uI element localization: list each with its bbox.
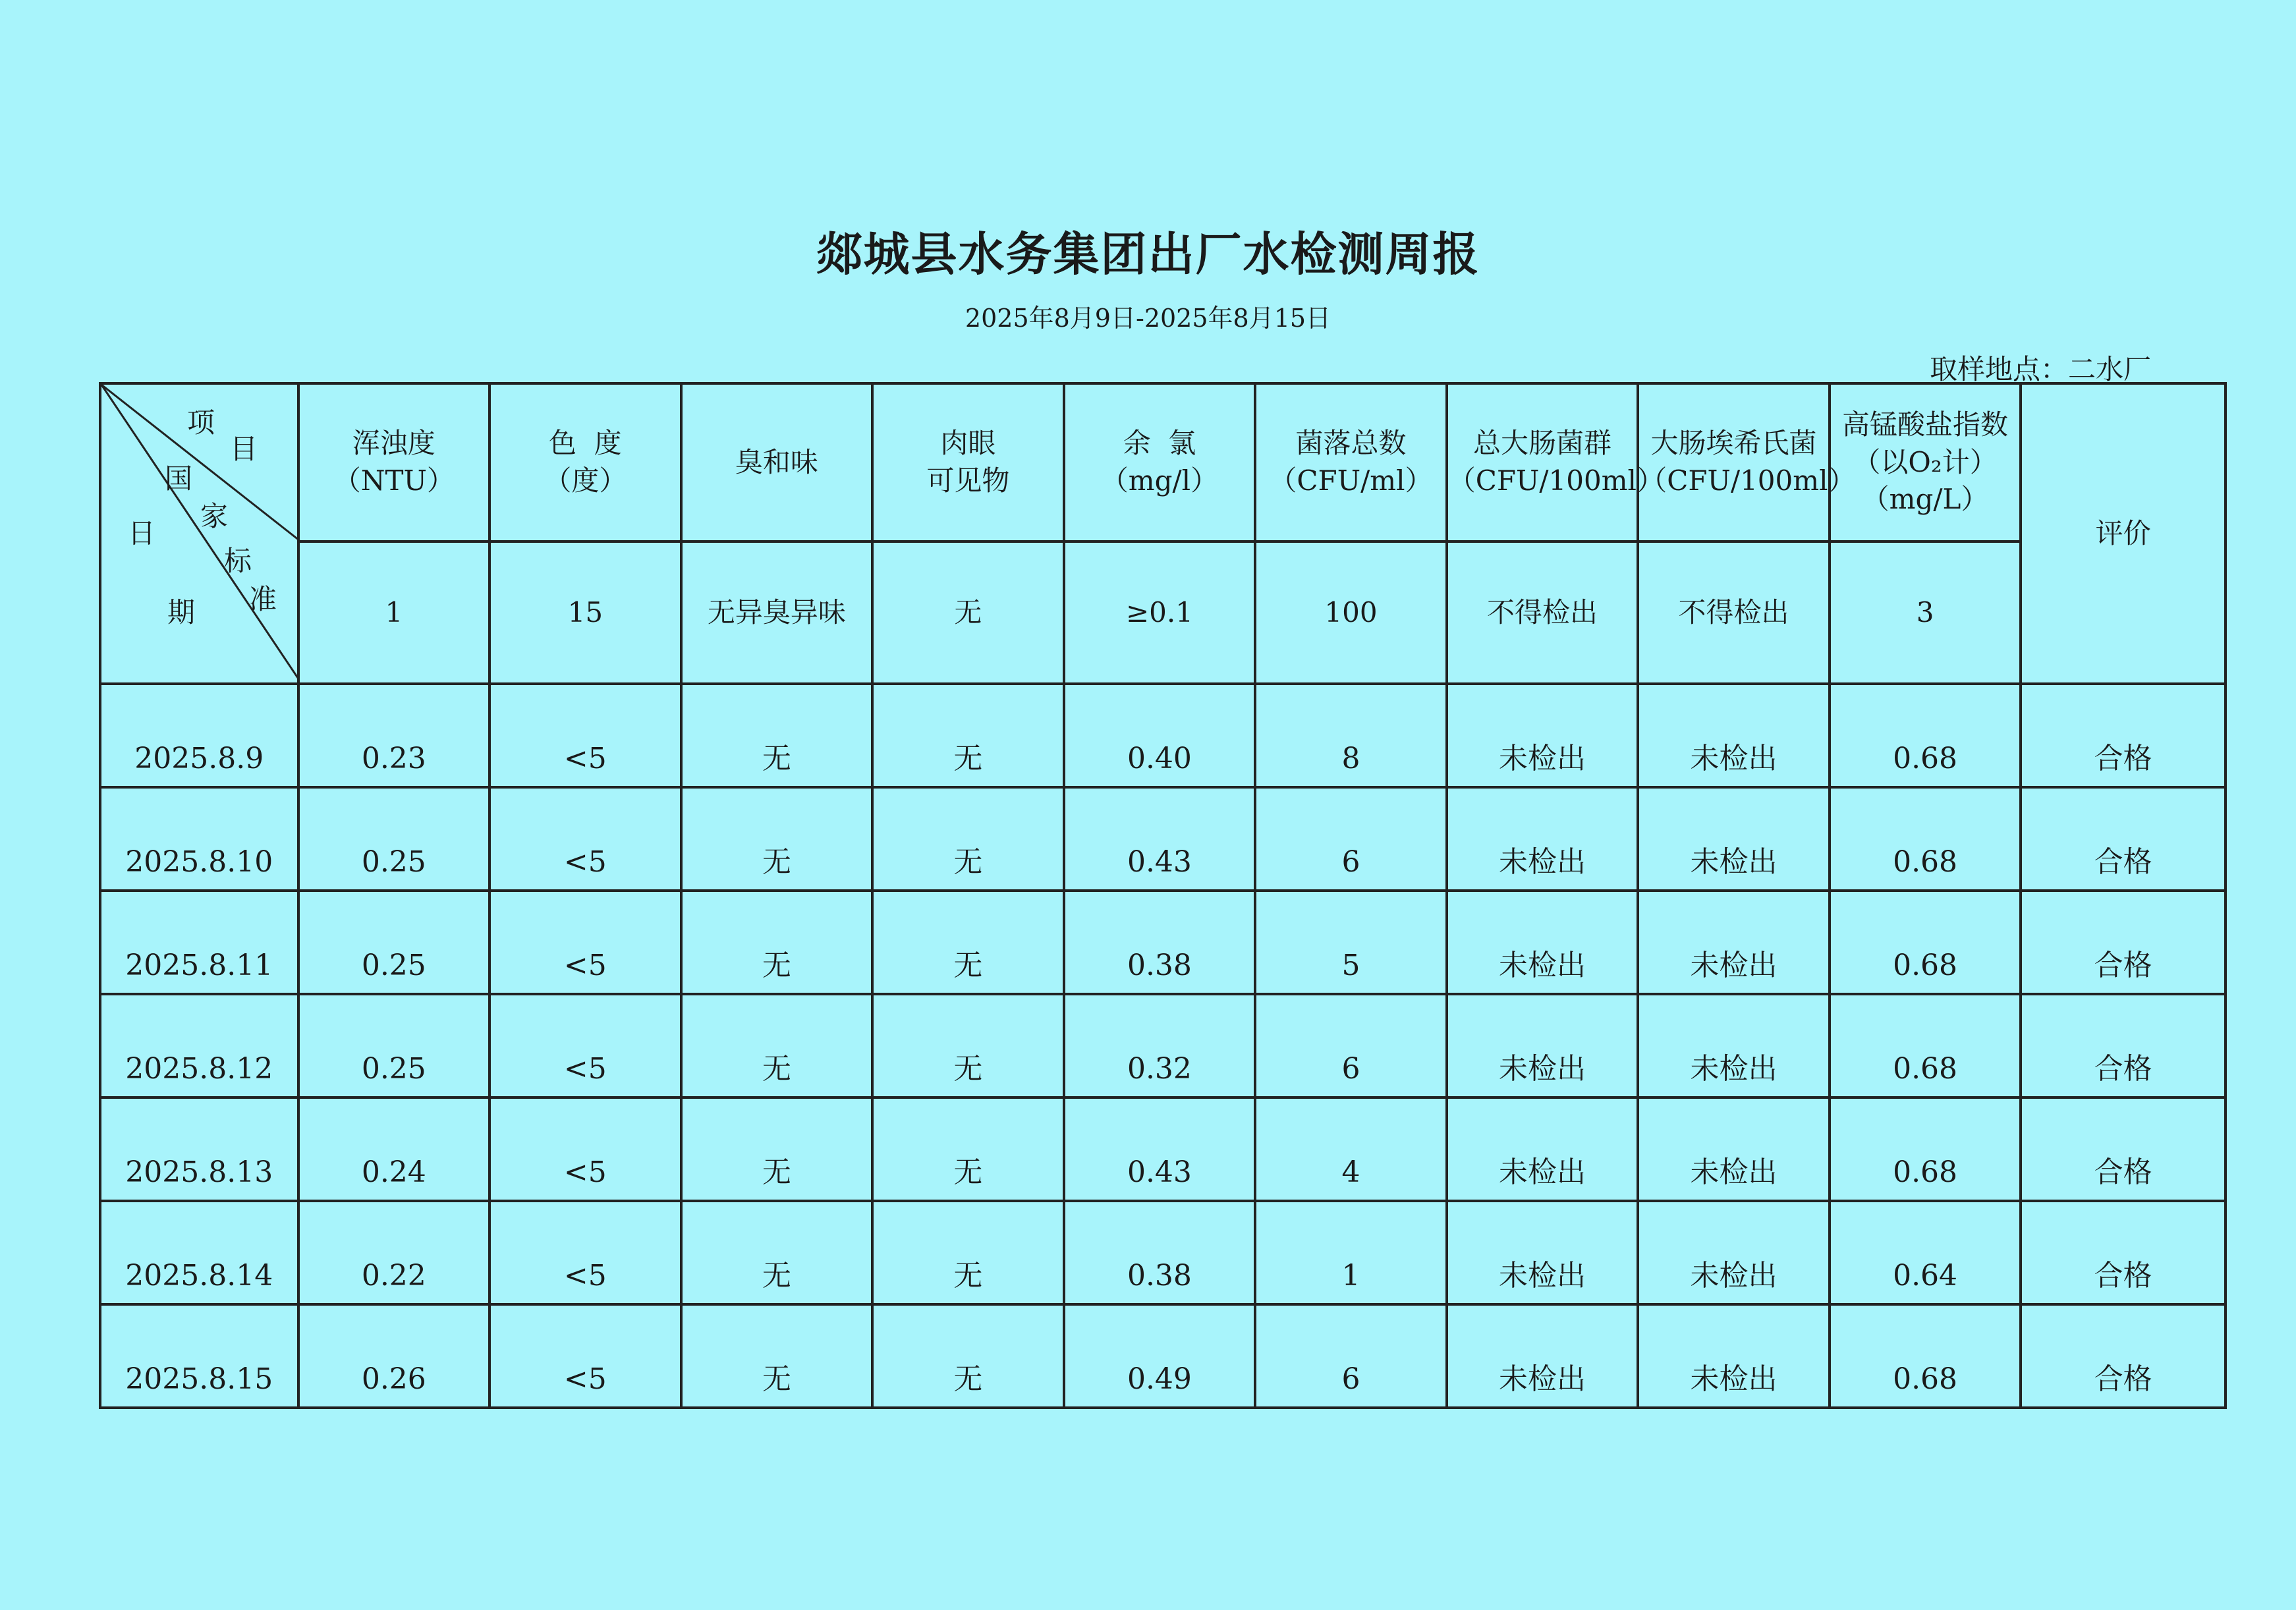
standard-cell: 15 <box>490 541 681 684</box>
value-cell: <5 <box>490 1201 681 1304</box>
value-cell: 无 <box>872 1304 1064 1408</box>
evaluation-cell: 合格 <box>2021 1201 2226 1304</box>
evaluation-cell: 合格 <box>2021 1304 2226 1408</box>
standard-cell: 3 <box>1830 541 2021 684</box>
value-cell: 0.68 <box>1830 1304 2021 1408</box>
value-cell: 无 <box>681 994 873 1097</box>
value-cell: 6 <box>1255 1304 1447 1408</box>
evaluation-cell: 合格 <box>2021 994 2226 1097</box>
col-header-colony-count: 菌落总数 （CFU/ml） <box>1255 383 1447 541</box>
date-cell: 2025.8.14 <box>100 1201 298 1304</box>
corner-date-char-2: 期 <box>167 596 196 628</box>
value-cell: 0.68 <box>1830 684 2021 787</box>
value-cell: 无 <box>872 891 1064 994</box>
value-cell: <5 <box>490 994 681 1097</box>
value-cell: 未检出 <box>1447 1201 1638 1304</box>
evaluation-cell: 合格 <box>2021 684 2226 787</box>
standard-cell: 不得检出 <box>1638 541 1830 684</box>
value-cell: 0.68 <box>1830 994 2021 1097</box>
value-cell: 0.32 <box>1064 994 1256 1097</box>
value-cell: 无 <box>872 787 1064 891</box>
value-cell: 未检出 <box>1447 1097 1638 1201</box>
date-range: 2025年8月9日-2025年8月15日 <box>965 304 1331 333</box>
value-cell: 4 <box>1255 1097 1447 1201</box>
corner-standard-char-2: 家 <box>200 500 229 532</box>
value-cell: 无 <box>681 1097 873 1201</box>
col-header-total-coliform: 总大肠菌群 （CFU/100ml） <box>1447 383 1638 541</box>
value-cell: 未检出 <box>1447 891 1638 994</box>
corner-standard-char-1: 国 <box>165 462 193 495</box>
standard-cell: 100 <box>1255 541 1447 684</box>
standard-cell: 1 <box>298 541 490 684</box>
table-row <box>100 1304 2226 1408</box>
value-cell: 0.26 <box>298 1304 490 1408</box>
value-cell: <5 <box>490 787 681 891</box>
value-cell: 0.43 <box>1064 787 1256 891</box>
value-cell: 无 <box>872 1097 1064 1201</box>
value-cell: 未检出 <box>1447 684 1638 787</box>
date-cell: 2025.8.13 <box>100 1097 298 1201</box>
table-row <box>100 994 2226 1097</box>
date-cell: 2025.8.11 <box>100 891 298 994</box>
value-cell: 未检出 <box>1638 1097 1830 1201</box>
value-cell: 1 <box>1255 1201 1447 1304</box>
standard-cell: 无异臭异味 <box>681 541 873 684</box>
value-cell: 未检出 <box>1447 1304 1638 1408</box>
value-cell: 0.38 <box>1064 1201 1256 1304</box>
value-cell: 0.25 <box>298 891 490 994</box>
report-title: 郯城县水务集团出厂水检测周报 <box>816 227 1480 281</box>
value-cell: 未检出 <box>1447 994 1638 1097</box>
value-cell: 6 <box>1255 994 1447 1097</box>
col-header-e-coli: 大肠埃希氏菌 （CFU/100ml） <box>1638 383 1830 541</box>
corner-item-char-2: 目 <box>230 433 258 465</box>
value-cell: 0.38 <box>1064 891 1256 994</box>
col-header-turbidity: 浑浊度 （NTU） <box>298 383 490 541</box>
value-cell: 0.64 <box>1830 1201 2021 1304</box>
value-cell: 无 <box>681 1201 873 1304</box>
value-cell: 0.25 <box>298 994 490 1097</box>
col-header-odor: 臭和味 <box>681 383 873 541</box>
value-cell: <5 <box>490 1097 681 1201</box>
col-header-chlorine: 余 氯 （mg/l） <box>1064 383 1256 541</box>
col-header-color: 色 度 （度） <box>490 383 681 541</box>
col-header-permanganate: 高锰酸盐指数 （以O₂计） （mg/L） <box>1830 383 2021 541</box>
col-header-visible-matter: 肉眼 可见物 <box>872 383 1064 541</box>
value-cell: 0.24 <box>298 1097 490 1201</box>
table-row <box>100 1201 2226 1304</box>
evaluation-cell: 合格 <box>2021 787 2226 891</box>
corner-date-char-1: 日 <box>128 517 156 549</box>
date-cell: 2025.8.15 <box>100 1304 298 1408</box>
value-cell: 未检出 <box>1638 1304 1830 1408</box>
date-cell: 2025.8.12 <box>100 994 298 1097</box>
value-cell: 0.43 <box>1064 1097 1256 1201</box>
value-cell: <5 <box>490 891 681 994</box>
value-cell: 0.23 <box>298 684 490 787</box>
corner-header <box>100 383 298 684</box>
value-cell: 无 <box>872 994 1064 1097</box>
value-cell: 0.49 <box>1064 1304 1256 1408</box>
water-quality-table <box>99 382 2227 1409</box>
date-cell: 2025.8.9 <box>100 684 298 787</box>
value-cell: <5 <box>490 1304 681 1408</box>
value-cell: 无 <box>681 1304 873 1408</box>
standard-cell: 不得检出 <box>1447 541 1638 684</box>
header-row <box>100 383 2226 541</box>
col-header-evaluation: 评价 <box>2021 383 2226 684</box>
value-cell: 未检出 <box>1447 787 1638 891</box>
value-cell: 0.25 <box>298 787 490 891</box>
value-cell: 6 <box>1255 787 1447 891</box>
corner-standard-char-3: 标 <box>224 545 252 577</box>
table-row <box>100 684 2226 787</box>
value-cell: 0.40 <box>1064 684 1256 787</box>
date-cell: 2025.8.10 <box>100 787 298 891</box>
value-cell: 未检出 <box>1638 891 1830 994</box>
value-cell: 0.68 <box>1830 1097 2021 1201</box>
value-cell: 无 <box>872 1201 1064 1304</box>
sampling-location: 取样地点：二水厂 <box>1929 353 2151 385</box>
value-cell: 无 <box>681 684 873 787</box>
value-cell: 0.68 <box>1830 787 2021 891</box>
corner-standard-char-4: 准 <box>249 583 277 615</box>
table-row <box>100 787 2226 891</box>
value-cell: 无 <box>872 684 1064 787</box>
corner-item-char-1: 项 <box>187 406 215 439</box>
table-row <box>100 1097 2226 1201</box>
value-cell: 未检出 <box>1638 994 1830 1097</box>
value-cell: 0.22 <box>298 1201 490 1304</box>
value-cell: 未检出 <box>1638 1201 1830 1304</box>
value-cell: <5 <box>490 684 681 787</box>
standard-row <box>100 541 2226 684</box>
value-cell: 8 <box>1255 684 1447 787</box>
value-cell: 未检出 <box>1638 684 1830 787</box>
standard-cell: ≥0.1 <box>1064 541 1256 684</box>
evaluation-cell: 合格 <box>2021 1097 2226 1201</box>
evaluation-cell: 合格 <box>2021 891 2226 994</box>
value-cell: 无 <box>681 787 873 891</box>
value-cell: 无 <box>681 891 873 994</box>
standard-cell: 无 <box>872 541 1064 684</box>
value-cell: 0.68 <box>1830 891 2021 994</box>
value-cell: 5 <box>1255 891 1447 994</box>
value-cell: 未检出 <box>1638 787 1830 891</box>
table-row <box>100 891 2226 994</box>
